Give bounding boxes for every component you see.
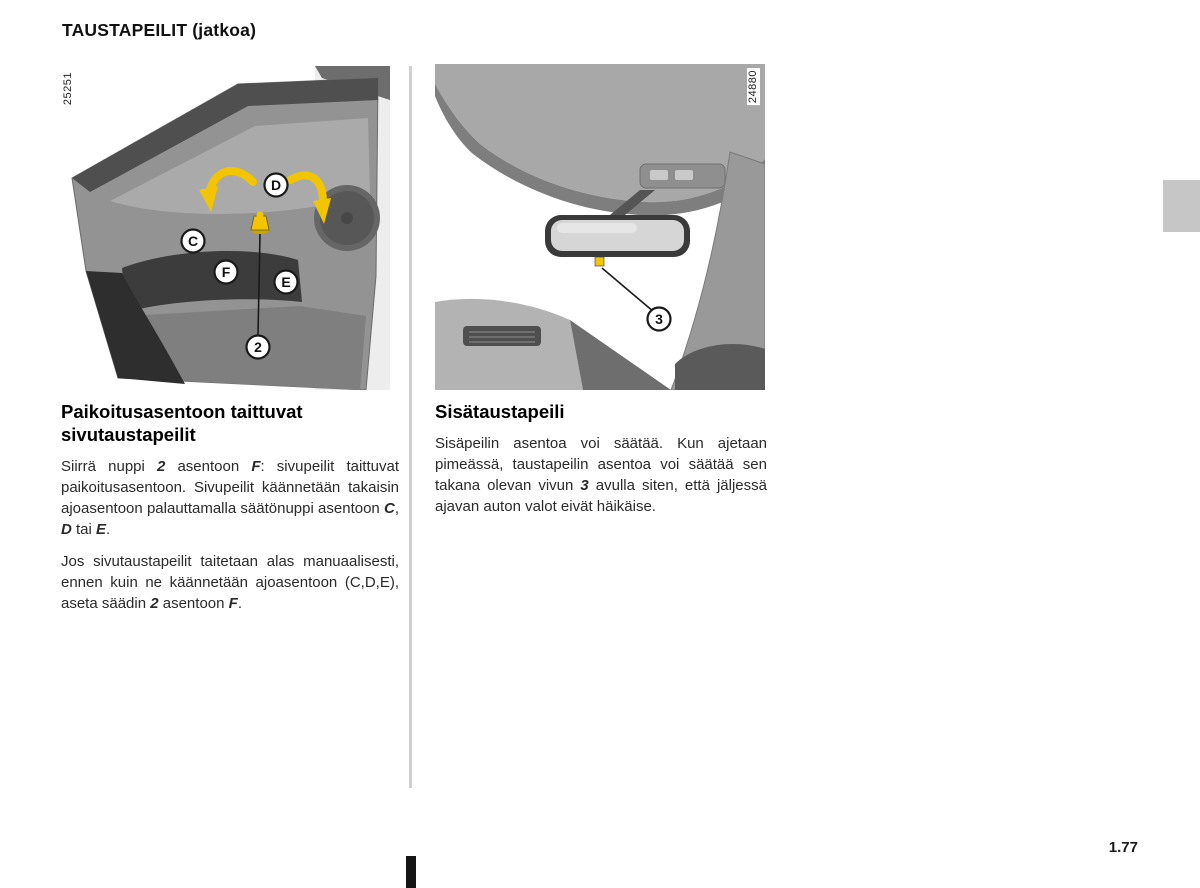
text-run: : sivupeilit taittuvat paikoitusasentoon. Sivupeilit käännetään takaisin ajoasentoon palauttamalla säätönuppi asentoon bbox=[61, 458, 399, 517]
callout-2 bbox=[247, 336, 270, 359]
right-column bbox=[435, 400, 767, 528]
left-paragraph-2 bbox=[61, 551, 399, 614]
text-run: . bbox=[106, 521, 111, 538]
overhead-console bbox=[640, 164, 725, 188]
callout-3 bbox=[648, 308, 671, 331]
text-run-emphasis: F bbox=[228, 595, 238, 612]
text-run-emphasis: 3 bbox=[580, 477, 589, 494]
chapter-edge-tab bbox=[1163, 180, 1200, 232]
text-run: Jos sivutaustapeilit taitetaan alas manuaalisesti, ennen kuin ne käännetään ajoasentoon (C,D,E), aseta säädin bbox=[61, 553, 399, 612]
section-heading-interior-mirror: Sisätaustapeili bbox=[435, 401, 565, 422]
text-run: . bbox=[237, 595, 242, 612]
mirror-lever-marker bbox=[595, 257, 604, 266]
left-column bbox=[61, 400, 399, 625]
text-run: , bbox=[394, 500, 399, 517]
svg-text:3: 3 bbox=[655, 311, 663, 327]
text-run: asentoon bbox=[165, 458, 252, 475]
svg-text:D: D bbox=[270, 177, 282, 193]
figure-number: 25251 bbox=[62, 72, 74, 106]
callout-e bbox=[275, 271, 298, 294]
speaker-center bbox=[341, 212, 353, 224]
callout-f bbox=[215, 261, 238, 284]
right-paragraph-1 bbox=[435, 433, 767, 517]
door-panel-illustration bbox=[60, 66, 390, 390]
svg-text:2: 2 bbox=[254, 339, 262, 355]
page-number: 1.77 bbox=[1108, 839, 1138, 856]
svg-text:C: C bbox=[187, 233, 199, 249]
text-run-emphasis: 2 bbox=[150, 595, 159, 612]
door-panel-figure bbox=[60, 66, 390, 390]
text-run: avulla siten, että jäljessä ajavan auton valot eivät häikäise. bbox=[435, 477, 767, 515]
section-index-mark bbox=[406, 856, 416, 888]
text-run-emphasis: E bbox=[96, 521, 107, 538]
page-title: TAUSTAPEILIT (jatkoa) bbox=[62, 20, 257, 40]
section-heading-side-mirrors: Paikoitusasentoon taittuvat sivutaustapeilit bbox=[61, 401, 303, 445]
text-run: tai bbox=[71, 521, 97, 538]
svg-text:F: F bbox=[221, 264, 231, 280]
defroster-vent bbox=[463, 326, 541, 346]
text-run: Sisäpeilin asentoa voi säätää. Kun ajetaan pimeässä, taustapeilin asentoa voi säätää sen takana olevan vivun bbox=[435, 435, 767, 494]
text-run-emphasis: C bbox=[383, 500, 395, 517]
callout-d bbox=[265, 174, 288, 197]
interior-mirror-figure bbox=[435, 64, 765, 390]
callout-c bbox=[182, 230, 205, 253]
leader-line bbox=[602, 268, 654, 312]
interior-mirror-illustration bbox=[435, 64, 765, 390]
text-run-emphasis: 2 bbox=[156, 458, 166, 475]
svg-text:E: E bbox=[281, 274, 291, 290]
text-run-emphasis: F bbox=[251, 458, 261, 475]
rearview-mirror bbox=[545, 215, 690, 257]
text-run-emphasis: D bbox=[61, 521, 72, 538]
text-run: asentoon bbox=[158, 595, 229, 612]
column-divider bbox=[409, 66, 412, 788]
figure-number: 24880 bbox=[747, 70, 759, 104]
text-run: Siirrä nuppi bbox=[61, 458, 157, 475]
left-paragraph-1 bbox=[61, 456, 399, 540]
